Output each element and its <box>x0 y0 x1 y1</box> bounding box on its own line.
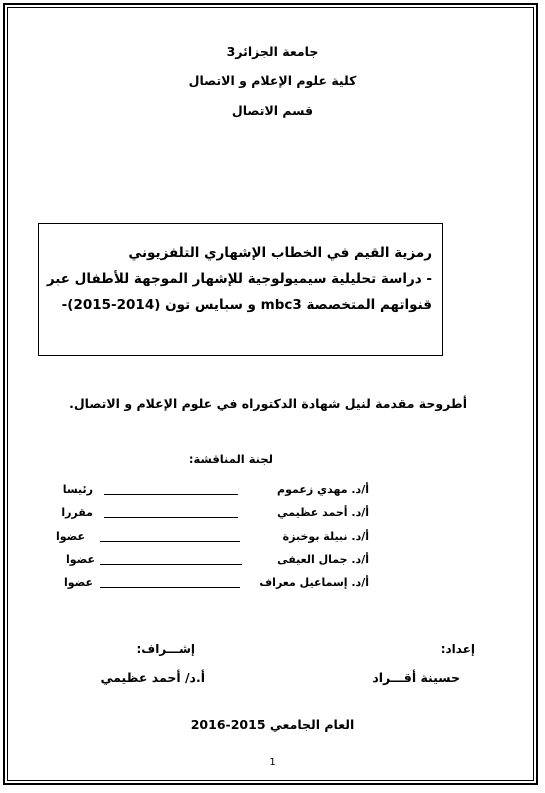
supervisor-label: إشـــراف: <box>136 642 195 656</box>
committee-member-name: أ/د. جمال العيفى <box>277 553 369 566</box>
thesis-statement: أطروحة مقدمة لنيل شهادة الدكتوراه في علوم الإعلام و الاتصال. <box>69 396 467 411</box>
title-line-1: رمزية القيم في الخطاب الإشهاري التلفزيوني <box>128 245 432 261</box>
university-name: جامعة الجزائر3 <box>226 44 319 59</box>
department-name: قسم الاتصال <box>231 103 314 118</box>
prepared-by-label: إعداد: <box>440 642 475 656</box>
title-box <box>38 223 443 356</box>
signature-line <box>104 517 238 518</box>
title-line-3: قنواتهم المتخصصة mbc3 و سبايس تون (2014-2015)- <box>61 297 432 313</box>
signature-line <box>100 564 242 565</box>
page-border-inner <box>7 7 534 781</box>
page-number: 1 <box>269 757 276 768</box>
title-line-2: - دراسة تحليلية سيميولوجية للإشهار الموجهة للأطفال عبر <box>46 271 432 287</box>
supervisor-name: أ.د/ أحمد عظيمي <box>100 670 205 685</box>
faculty-name: كلية علوم الإعلام و الاتصال <box>188 73 357 88</box>
committee-title: لجنة المناقشة: <box>188 452 273 466</box>
committee-member-role: عضوا <box>55 530 85 543</box>
committee-member-name: أ/د. أحمد عظيمي <box>277 506 369 519</box>
committee-member-role: عضوا <box>63 576 93 589</box>
committee-member-name: أ/د. نبيلة بوخبزة <box>282 530 369 543</box>
committee-member-name: أ/د. إسماعيل معراف <box>259 576 369 589</box>
student-name: حسينة أقـــراد <box>372 670 460 685</box>
committee-member-name: أ/د. مهدي زعموم <box>277 483 369 496</box>
committee-member-role: رئيسا <box>62 483 93 496</box>
signature-line <box>104 494 238 495</box>
committee-member-role: مقررا <box>61 506 93 519</box>
academic-year: العام الجامعي 2015-2016 <box>190 717 355 732</box>
committee-member-role: عضوا <box>65 553 95 566</box>
signature-line <box>100 541 240 542</box>
signature-line <box>100 587 240 588</box>
